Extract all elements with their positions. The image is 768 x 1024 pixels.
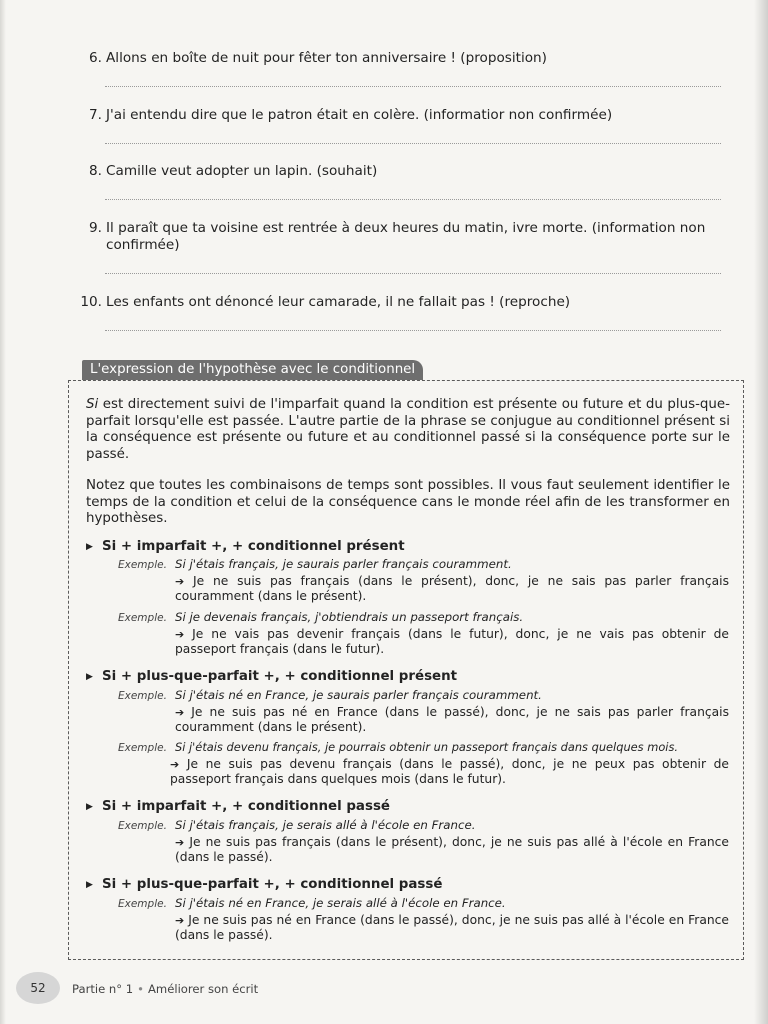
exercise-number: 6.	[89, 50, 102, 66]
intro-si: Si	[86, 397, 99, 412]
exercise-text: Il paraît que ta voisine est rentrée à deux heures du matin, ivre morte. (information non confirmée)	[106, 220, 706, 253]
exercise-text: Allons en boîte de nuit pour fêter ton anniversaire ! (proposition)	[106, 50, 547, 66]
exercise-number: 8.	[89, 163, 102, 179]
arrow-right-icon: ➔	[175, 628, 185, 641]
example-label: Exemple.	[118, 690, 167, 702]
example-explanation	[175, 705, 729, 735]
example-label: Exemple.	[118, 898, 167, 910]
exercise-text: J'ai entendu dire que le patron était en colère. (informatior non confirmée)	[106, 107, 613, 123]
example-sentence: Si j'étais français, je serais allé à l'école en France.	[175, 818, 476, 832]
triangle-bullet-icon: ▶	[86, 880, 93, 890]
example-sentence: Si j'étais né en France, je saurais parler français couramment.	[175, 688, 542, 702]
exercise-number: 10.	[80, 294, 102, 310]
triangle-bullet-icon: ▶	[86, 542, 93, 552]
arrow-right-icon: ➔	[175, 914, 185, 927]
footer-section-title: Améliorer son écrit	[147, 982, 259, 996]
example-sentence: Si j'étais devenu français, je pourrais obtenir un passeport français dans quelques mois.	[175, 740, 679, 754]
page-edge-shadow-left	[0, 0, 6, 1024]
answer-line-7[interactable]	[105, 143, 721, 144]
rule-heading-text: Si + imparfait +, + conditionnel présent	[102, 539, 405, 554]
exercise-text: Les enfants ont dénoncé leur camarade, il ne fallait pas ! (reproche)	[106, 294, 571, 310]
example-sentence: Si j'étais français, je saurais parler français couramment.	[175, 557, 512, 571]
example-sentence: Si j'étais né en France, je serais allé à l'école en France.	[175, 896, 506, 910]
answer-line-6[interactable]	[105, 86, 721, 87]
explanation-text: Je ne suis pas né en France (dans le passé), donc, je ne sais pas parler français couramment (dans le présent).	[175, 705, 729, 734]
example-sentence: Si je devenais français, j'obtiendrais un passeport français.	[175, 610, 524, 624]
explanation-text: Je ne suis pas né en France (dans le passé), donc, je ne suis pas allé à l'école en France (dans le passé).	[175, 913, 729, 942]
intro-paragraph-1	[86, 397, 730, 463]
answer-line-10[interactable]	[105, 330, 721, 331]
exercise-text: Camille veut adopter un lapin. (souhait)	[106, 163, 378, 179]
example-explanation	[175, 913, 729, 943]
rule-heading-1	[86, 538, 405, 557]
triangle-bullet-icon: ▶	[86, 672, 93, 682]
rule-heading-text: Si + plus-que-parfait +, + conditionnel présent	[102, 669, 458, 684]
example-explanation	[175, 835, 729, 865]
example-explanation	[175, 627, 729, 657]
rule-heading-text: Si + plus-que-parfait +, + conditionnel passé	[102, 877, 443, 892]
explanation-text: Je ne suis pas devenu français (dans le passé), donc, je ne peux pas obtenir de passeport français dans quelques mois (dans le futur).	[170, 757, 729, 786]
example-label: Exemple.	[118, 559, 167, 571]
footer-separator: •	[137, 982, 144, 996]
grammar-box-title: L'expression de l'hypothèse avec le conditionnel	[82, 360, 423, 380]
rule-heading-2	[86, 668, 457, 687]
triangle-bullet-icon: ▶	[86, 802, 93, 812]
rule-heading-4	[86, 876, 442, 895]
example-label: Exemple.	[118, 612, 167, 624]
exercise-number: 7.	[89, 107, 102, 123]
arrow-right-icon: ➔	[170, 758, 180, 771]
rule-heading-3	[86, 798, 390, 817]
exercise-number: 9.	[89, 220, 102, 236]
explanation-text: Je ne suis pas français (dans le présent), donc, je ne suis pas allé à l'école en France (dans le passé).	[175, 835, 729, 864]
footer-part: Partie n° 1	[72, 982, 134, 996]
page-edge-shadow-right	[754, 0, 768, 1024]
answer-line-8[interactable]	[105, 199, 721, 200]
rule-heading-text: Si + imparfait +, + conditionnel passé	[102, 799, 390, 814]
arrow-right-icon: ➔	[175, 706, 185, 719]
example-explanation	[175, 574, 729, 604]
example-label: Exemple.	[118, 820, 167, 832]
arrow-right-icon: ➔	[175, 836, 185, 849]
intro-text: est directement suivi de l'imparfait quand la condition est présente ou future et du plus-que-parfait lorsqu'elle est passée. L'autre partie de la phrase se conjugue au conditionnel présent si la conséquence est présente ou future et au conditionnel passé si la conséquence porte sur le passé.	[86, 397, 730, 462]
explanation-text: Je ne vais pas devenir français (dans le futur), donc, je ne vais pas obtenir de passeport français (dans le futur).	[175, 627, 729, 656]
example-label: Exemple.	[118, 742, 167, 754]
intro-paragraph-2: Notez que toutes les combinaisons de temps sont possibles. Il vous faut seulement identifier le temps de la condition et celui de la conséquence cans le monde réel afin de les transformer en hypothèses.	[86, 478, 730, 526]
explanation-text: Je ne suis pas français (dans le présent), donc, je ne sais pas parler français couramment (dans le présent).	[175, 574, 729, 603]
answer-line-9[interactable]	[105, 273, 721, 274]
arrow-right-icon: ➔	[175, 575, 185, 588]
page-number: 52	[16, 972, 60, 1004]
example-explanation	[170, 757, 729, 787]
footer-section	[72, 982, 258, 996]
